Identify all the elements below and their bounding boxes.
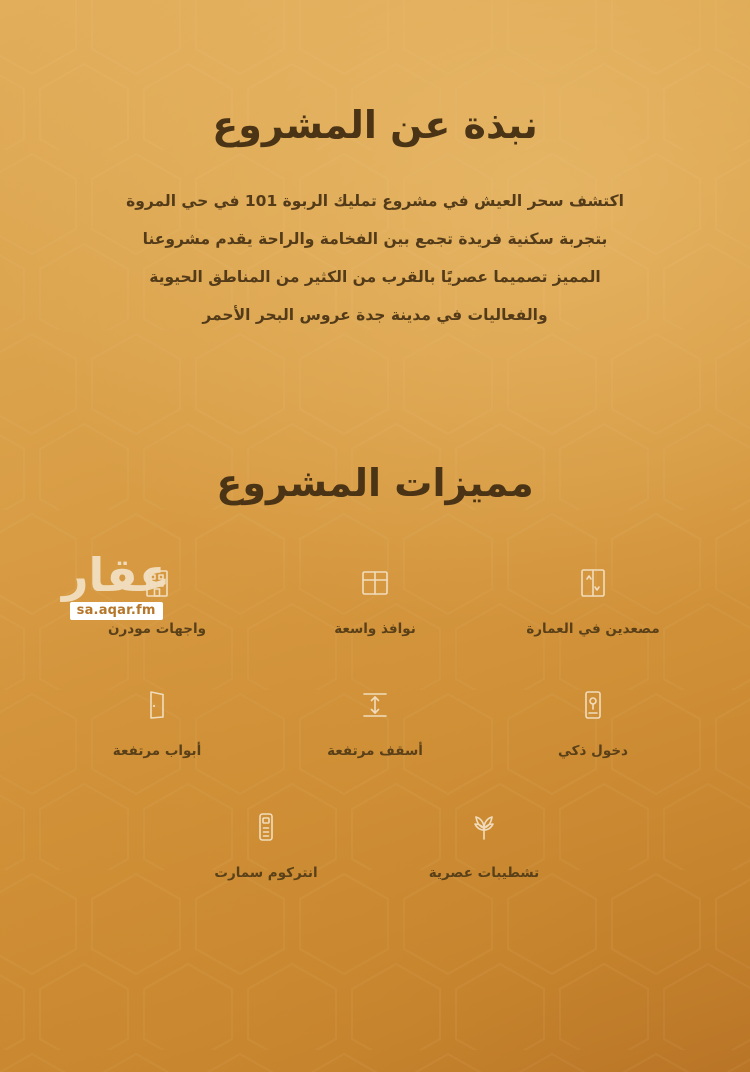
feature-smart-entry	[523, 679, 663, 759]
feature-label: دخول ذكي	[558, 742, 628, 759]
feature-elevators	[523, 557, 663, 637]
feature-high-ceilings	[305, 679, 445, 759]
modern-finishes-icon	[467, 801, 501, 853]
feature-label: أبواب مرتفعة	[112, 742, 202, 759]
watermark-url-badge: sa.aqar.fm	[70, 602, 163, 620]
feature-smart-intercom	[196, 801, 336, 881]
about-line-4: والفعاليات في مدينة جدة عروس البحر الأحمر	[202, 306, 548, 325]
feature-modern-facades	[87, 557, 227, 637]
tall-door-icon	[140, 679, 174, 731]
features-row-1	[25, 557, 725, 637]
features-row-3	[25, 801, 725, 881]
features-section-title: مميزات المشروع	[216, 460, 534, 505]
feature-wide-windows	[305, 557, 445, 637]
feature-label: نوافذ واسعة	[334, 620, 416, 637]
about-description	[80, 183, 670, 335]
about-line-1: اكتشف سحر العيش في مشروع تمليك الربوة 101 في حي المروة	[126, 192, 624, 211]
feature-label: تشطيبات عصرية	[428, 864, 540, 881]
poster-content	[0, 25, 750, 1072]
feature-label: مصعدين في العمارة	[526, 620, 660, 637]
intercom-icon	[249, 801, 283, 853]
elevator-icon	[576, 557, 610, 609]
smart-lock-icon	[576, 679, 610, 731]
feature-label: انتركوم سمارت	[214, 864, 318, 881]
feature-label: واجهات مودرن	[107, 620, 207, 637]
feature-tall-doors	[87, 679, 227, 759]
about-line-2: بتجربة سكنية فريدة تجمع بين الفخامة والراحة يقدم مشروعنا	[142, 230, 608, 249]
feature-label: أسقف مرتفعة	[327, 742, 423, 759]
building-facade-icon	[140, 557, 174, 609]
window-icon	[358, 557, 392, 609]
watermark-wordmark: عقار	[62, 548, 171, 602]
features-list	[25, 557, 725, 881]
about-line-3: المميز تصميما عصريًا بالقرب من الكثير من المناطق الحيوية	[149, 268, 601, 287]
feature-modern-finishes	[414, 801, 554, 881]
about-section-title: نبذة عن المشروع	[212, 103, 538, 148]
ceiling-height-icon	[358, 679, 392, 731]
features-row-2	[25, 679, 725, 759]
